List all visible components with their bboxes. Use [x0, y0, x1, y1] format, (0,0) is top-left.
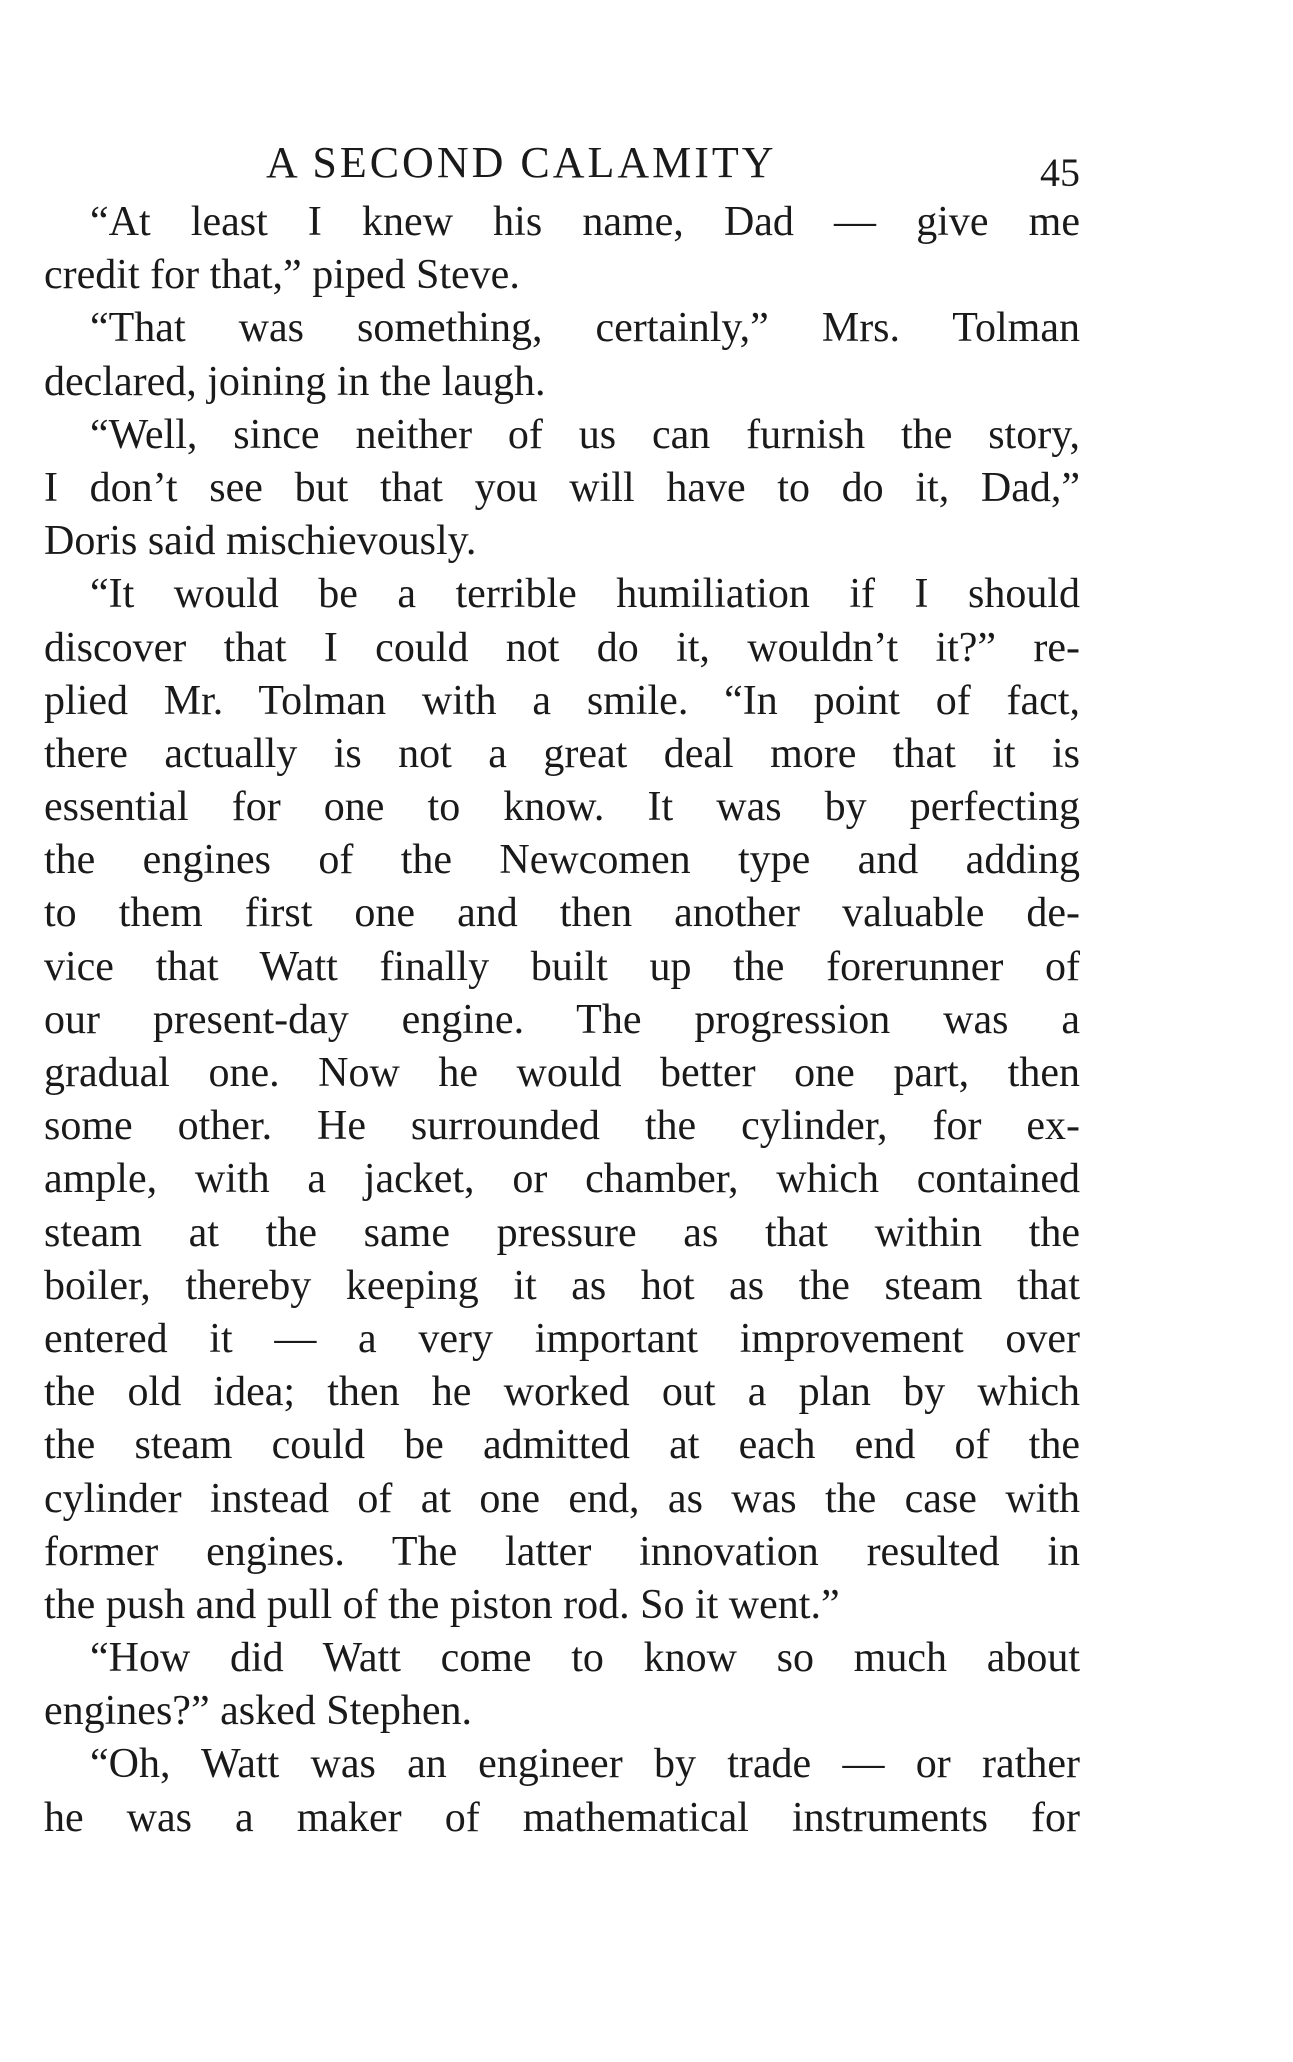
running-title: A SECOND CALAMITY — [266, 138, 777, 187]
text-line: “Oh, Watt was an engineer by trade — or rather — [90, 1741, 1080, 1788]
text-line: “At least I knew his name, Dad — give me — [90, 199, 1080, 245]
text-line: the steam could be admitted at each end of the — [44, 1422, 1080, 1469]
text-line: steam at the same pressure as that within the — [44, 1209, 1080, 1256]
text-line: the engines of the Newcomen type and adding — [44, 837, 1080, 884]
text-line: credit for that,” piped Steve. — [44, 252, 520, 299]
text-line: vice that Watt finally built up the forerunner of — [44, 943, 1080, 990]
text-line: I don’t see but that you will have to do it, Dad,” — [44, 464, 1080, 511]
text-line: cylinder instead of at one end, as was the case with — [44, 1475, 1080, 1522]
text-line: “How did Watt come to know so much about — [90, 1635, 1080, 1682]
text-line: “That was something, certainly,” Mrs. Tolman — [90, 305, 1080, 352]
text-line: gradual one. Now he would better one part, then — [44, 1050, 1080, 1096]
text-line: there actually is not a great deal more that it is — [44, 730, 1080, 777]
text-line: the push and pull of the piston rod. So it went.” — [44, 1581, 840, 1628]
running-head — [44, 130, 1080, 196]
text-line: former engines. The latter innovation resulted in — [44, 1528, 1080, 1575]
text-line: “Well, since neither of us can furnish the story, — [90, 411, 1080, 458]
text-line: entered it — a very important improvement over — [44, 1315, 1080, 1362]
text-line: Doris said mischievously. — [44, 518, 477, 565]
text-line: discover that I could not do it, wouldn’t it?” re- — [44, 624, 1080, 671]
text-line: he was a maker of mathematical instruments for — [44, 1794, 1080, 1841]
text-line: our present-day engine. The progression was a — [44, 996, 1080, 1043]
text-line: declared, joining in the laugh. — [44, 358, 546, 405]
body-text — [44, 196, 1080, 1845]
text-line: some other. He surrounded the cylinder, for ex- — [44, 1103, 1080, 1150]
text-line: “It would be a terrible humiliation if I should — [90, 571, 1080, 618]
text-line: engines?” asked Stephen. — [44, 1688, 473, 1735]
text-line: essential for one to know. It was by perfecting — [44, 784, 1080, 831]
book-page — [44, 130, 1080, 1845]
text-line: ample, with a jacket, or chamber, which contained — [44, 1156, 1080, 1203]
text-line: to them first one and then another valuable de- — [44, 890, 1080, 937]
page-number: 45 — [1040, 150, 1080, 195]
text-line: plied Mr. Tolman with a smile. “In point of fact, — [44, 677, 1080, 724]
text-line: boiler, thereby keeping it as hot as the steam that — [44, 1262, 1080, 1309]
text-line: the old idea; then he worked out a plan by which — [44, 1369, 1080, 1416]
